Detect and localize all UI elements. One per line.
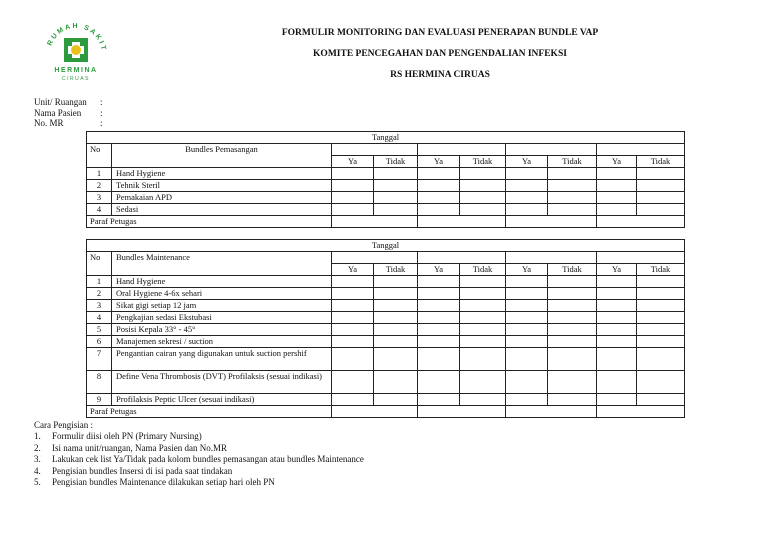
check-cell[interactable] — [374, 204, 418, 216]
check-cell[interactable] — [374, 300, 418, 312]
check-cell[interactable] — [418, 371, 460, 394]
list-item — [34, 454, 364, 465]
list-item — [34, 466, 364, 477]
check-cell[interactable] — [374, 180, 418, 192]
check-cell[interactable] — [332, 288, 374, 300]
paraf-label: Paraf Petugas — [87, 216, 332, 228]
date-cell[interactable] — [597, 252, 685, 264]
table-row — [87, 336, 685, 348]
table-row — [87, 168, 685, 180]
signature-cell[interactable] — [597, 216, 685, 228]
check-cell[interactable] — [548, 288, 597, 300]
check-cell[interactable] — [548, 394, 597, 406]
check-cell[interactable] — [374, 336, 418, 348]
table-row — [87, 204, 685, 216]
check-cell[interactable] — [506, 204, 548, 216]
row-item: Pemakaian APD — [112, 192, 332, 204]
row-item: Tehnik Steril — [112, 180, 332, 192]
check-cell[interactable] — [637, 288, 685, 300]
check-cell[interactable] — [548, 324, 597, 336]
check-cell[interactable] — [460, 394, 506, 406]
item-text: Lakukan cek list Ya/Tidak pada kolom bundles pemasangan atau bundles Maintenance — [52, 454, 364, 465]
table-row — [87, 276, 685, 288]
check-cell[interactable] — [506, 180, 548, 192]
check-cell[interactable] — [506, 324, 548, 336]
check-cell[interactable] — [637, 300, 685, 312]
row-item: Posisi Kepala 33° - 45° — [112, 324, 332, 336]
check-cell[interactable] — [418, 336, 460, 348]
signature-cell[interactable] — [332, 406, 418, 418]
ya-header: Ya — [418, 264, 460, 276]
row-no: 4 — [87, 312, 112, 324]
paraf-row — [87, 406, 685, 418]
check-cell[interactable] — [597, 192, 637, 204]
check-cell[interactable] — [374, 371, 418, 394]
row-no: 3 — [87, 300, 112, 312]
info-row-mr — [34, 118, 103, 129]
ya-header: Ya — [332, 156, 374, 168]
item-text: Pengisian bundles Maintenance dilakukan setiap hari oleh PN — [52, 477, 275, 488]
header-hospital: RS HERMINA CIRUAS — [390, 70, 490, 80]
row-no: 1 — [87, 276, 112, 288]
info-label: No. MR — [34, 118, 64, 128]
check-cell[interactable] — [418, 394, 460, 406]
check-cell[interactable] — [597, 300, 637, 312]
row-no: 6 — [87, 336, 112, 348]
check-cell[interactable] — [418, 192, 460, 204]
patient-info — [34, 97, 103, 129]
check-cell[interactable] — [548, 312, 597, 324]
row-no: 8 — [87, 371, 112, 394]
check-cell[interactable] — [597, 288, 637, 300]
check-cell[interactable] — [332, 192, 374, 204]
check-cell[interactable] — [332, 276, 374, 288]
list-item — [34, 477, 364, 488]
row-no: 2 — [87, 288, 112, 300]
check-cell[interactable] — [506, 371, 548, 394]
row-no: 9 — [87, 394, 112, 406]
check-cell[interactable] — [597, 394, 637, 406]
table-row — [87, 394, 685, 406]
row-item: Hand Hygiene — [112, 168, 332, 180]
check-cell[interactable] — [548, 168, 597, 180]
check-cell[interactable] — [374, 288, 418, 300]
check-cell[interactable] — [460, 371, 506, 394]
check-cell[interactable] — [374, 394, 418, 406]
check-cell[interactable] — [374, 312, 418, 324]
check-cell[interactable] — [637, 204, 685, 216]
tidak-header: Tidak — [548, 264, 597, 276]
item-number: 1. — [34, 431, 41, 442]
check-cell[interactable] — [418, 324, 460, 336]
check-cell[interactable] — [548, 348, 597, 371]
tidak-header: Tidak — [548, 156, 597, 168]
check-cell[interactable] — [460, 204, 506, 216]
check-cell[interactable] — [506, 336, 548, 348]
check-cell[interactable] — [637, 192, 685, 204]
check-cell[interactable] — [637, 276, 685, 288]
item-number: 3. — [34, 454, 41, 465]
hospital-logo — [40, 20, 112, 88]
table-row — [87, 312, 685, 324]
check-cell[interactable] — [460, 192, 506, 204]
check-cell[interactable] — [418, 180, 460, 192]
check-cell[interactable] — [418, 300, 460, 312]
check-cell[interactable] — [460, 288, 506, 300]
check-cell[interactable] — [637, 312, 685, 324]
signature-cell[interactable] — [506, 216, 597, 228]
check-cell[interactable] — [506, 192, 548, 204]
table-row — [87, 371, 685, 394]
check-cell[interactable] — [597, 336, 637, 348]
date-cell[interactable] — [332, 252, 418, 264]
row-item: Hand Hygiene — [112, 276, 332, 288]
row-item: Profilaksis Peptic Ulcer (sesuai indikasi) — [112, 394, 332, 406]
signature-cell[interactable] — [418, 406, 506, 418]
check-cell[interactable] — [597, 168, 637, 180]
check-cell[interactable] — [332, 180, 374, 192]
check-cell[interactable] — [548, 336, 597, 348]
check-cell[interactable] — [597, 324, 637, 336]
row-no: 2 — [87, 180, 112, 192]
check-cell[interactable] — [548, 204, 597, 216]
tanggal-header: Tanggal — [87, 132, 685, 144]
check-cell[interactable] — [460, 168, 506, 180]
tidak-header: Tidak — [460, 264, 506, 276]
check-cell[interactable] — [332, 300, 374, 312]
logo-name: HERMINA — [54, 67, 98, 74]
ya-header: Ya — [418, 156, 460, 168]
tidak-header: Tidak — [460, 156, 506, 168]
signature-cell[interactable] — [418, 216, 506, 228]
logo-sub: CIRUAS — [62, 76, 90, 82]
check-cell[interactable] — [332, 371, 374, 394]
bundles-maintenance-table — [86, 239, 685, 418]
row-item: Pengantian cairan yang digunakan untuk suction pershif — [112, 348, 332, 371]
date-cell[interactable] — [418, 144, 506, 156]
check-cell[interactable] — [548, 276, 597, 288]
filling-instructions — [34, 420, 364, 488]
check-cell[interactable] — [332, 312, 374, 324]
row-item: Oral Hygiene 4-6x sehari — [112, 288, 332, 300]
check-cell[interactable] — [548, 300, 597, 312]
row-no: 5 — [87, 324, 112, 336]
check-cell[interactable] — [374, 324, 418, 336]
check-cell[interactable] — [548, 371, 597, 394]
check-cell[interactable] — [418, 204, 460, 216]
check-cell[interactable] — [597, 371, 637, 394]
table-row — [87, 288, 685, 300]
no-header: No — [87, 252, 112, 276]
check-cell[interactable] — [506, 312, 548, 324]
check-cell[interactable] — [460, 276, 506, 288]
check-cell[interactable] — [460, 312, 506, 324]
date-cell[interactable] — [506, 144, 597, 156]
item-text: Formulir diisi oleh PN (Primary Nursing) — [52, 431, 202, 442]
bundles-header: Bundles Pemasangan — [112, 144, 332, 168]
check-cell[interactable] — [637, 168, 685, 180]
instructions-title: Cara Pengisian : — [34, 420, 93, 430]
signature-cell[interactable] — [332, 216, 418, 228]
check-cell[interactable] — [597, 312, 637, 324]
check-cell[interactable] — [506, 394, 548, 406]
check-cell[interactable] — [506, 276, 548, 288]
header-committee: KOMITE PENCEGAHAN DAN PENGENDALIAN INFEKSI — [313, 49, 567, 59]
table-row — [87, 348, 685, 371]
check-cell[interactable] — [548, 180, 597, 192]
check-cell[interactable] — [460, 300, 506, 312]
paraf-row — [87, 216, 685, 228]
tidak-header: Tidak — [637, 156, 685, 168]
row-no: 7 — [87, 348, 112, 371]
check-cell[interactable] — [332, 394, 374, 406]
check-cell[interactable] — [637, 371, 685, 394]
check-cell[interactable] — [506, 168, 548, 180]
date-cell[interactable] — [332, 144, 418, 156]
check-cell[interactable] — [637, 324, 685, 336]
tidak-header: Tidak — [637, 264, 685, 276]
row-item: Sikat gigi setiap 12 jam — [112, 300, 332, 312]
check-cell[interactable] — [418, 276, 460, 288]
check-cell[interactable] — [506, 300, 548, 312]
bundles-header: Bundles Maintenance — [112, 252, 332, 276]
check-cell[interactable] — [332, 204, 374, 216]
item-text: Isi nama unit/ruangan, Nama Pasien dan No.MR — [52, 442, 227, 453]
check-cell[interactable] — [460, 324, 506, 336]
check-cell[interactable] — [332, 168, 374, 180]
hermina-logo-icon — [40, 20, 112, 88]
check-cell[interactable] — [506, 348, 548, 371]
item-text: Pengisian bundles Insersi di isi pada saat tindakan — [52, 465, 233, 476]
tidak-header: Tidak — [374, 156, 418, 168]
check-cell[interactable] — [374, 276, 418, 288]
row-no: 1 — [87, 168, 112, 180]
header-title: FORMULIR MONITORING DAN EVALUASI PENERAPAN BUNDLE VAP — [281, 28, 599, 38]
info-row-unit — [34, 97, 103, 108]
row-item: Sedasi — [112, 204, 332, 216]
ya-header: Ya — [506, 156, 548, 168]
info-sep: : — [100, 118, 103, 128]
check-cell[interactable] — [597, 348, 637, 371]
check-cell[interactable] — [506, 288, 548, 300]
ya-header: Ya — [506, 264, 548, 276]
table-row — [87, 300, 685, 312]
info-row-patient — [34, 108, 103, 119]
signature-cell[interactable] — [597, 406, 685, 418]
info-label: Unit/ Ruangan — [34, 97, 87, 107]
check-cell[interactable] — [374, 192, 418, 204]
check-cell[interactable] — [418, 312, 460, 324]
check-cell[interactable] — [597, 276, 637, 288]
check-cell[interactable] — [597, 204, 637, 216]
ya-header: Ya — [597, 156, 637, 168]
logo-arc-text: RUMAH SAKIT — [46, 22, 108, 53]
no-header: No — [87, 144, 112, 168]
signature-cell[interactable] — [506, 406, 597, 418]
check-cell[interactable] — [637, 336, 685, 348]
info-label: Nama Pasien — [34, 107, 82, 118]
check-cell[interactable] — [374, 168, 418, 180]
check-cell[interactable] — [418, 288, 460, 300]
list-item — [34, 431, 364, 442]
row-no: 4 — [87, 204, 112, 216]
date-cell[interactable] — [506, 252, 597, 264]
check-cell[interactable] — [332, 324, 374, 336]
check-cell[interactable] — [597, 180, 637, 192]
row-item: Pengkajian sedasi Ekstubasi — [112, 312, 332, 324]
row-no: 3 — [87, 192, 112, 204]
item-number: 4. — [34, 465, 41, 476]
row-item: Manajemen sekresi / suction — [112, 336, 332, 348]
table-row — [87, 324, 685, 336]
check-cell[interactable] — [460, 336, 506, 348]
check-cell[interactable] — [332, 348, 374, 371]
tidak-header: Tidak — [374, 264, 418, 276]
paraf-label: Paraf Petugas — [87, 406, 332, 418]
form-header — [180, 26, 700, 89]
item-number: 2. — [34, 442, 41, 453]
check-cell[interactable] — [460, 348, 506, 371]
bundles-pemasangan-table — [86, 131, 685, 228]
check-cell[interactable] — [460, 180, 506, 192]
info-sep: : — [100, 107, 103, 118]
date-cell[interactable] — [597, 144, 685, 156]
check-cell[interactable] — [637, 180, 685, 192]
ya-header: Ya — [597, 264, 637, 276]
check-cell[interactable] — [418, 168, 460, 180]
check-cell[interactable] — [637, 348, 685, 371]
date-cell[interactable] — [418, 252, 506, 264]
item-number: 5. — [34, 477, 41, 488]
info-sep: : — [100, 97, 103, 107]
list-item — [34, 443, 364, 454]
check-cell[interactable] — [548, 192, 597, 204]
check-cell[interactable] — [418, 348, 460, 371]
check-cell[interactable] — [374, 348, 418, 371]
tanggal-header: Tanggal — [87, 240, 685, 252]
table-row — [87, 192, 685, 204]
check-cell[interactable] — [637, 394, 685, 406]
check-cell[interactable] — [332, 336, 374, 348]
ya-header: Ya — [332, 264, 374, 276]
table-row — [87, 180, 685, 192]
row-item: Define Vena Thrombosis (DVT) Profilaksis (sesuai indikasi) — [112, 371, 332, 394]
